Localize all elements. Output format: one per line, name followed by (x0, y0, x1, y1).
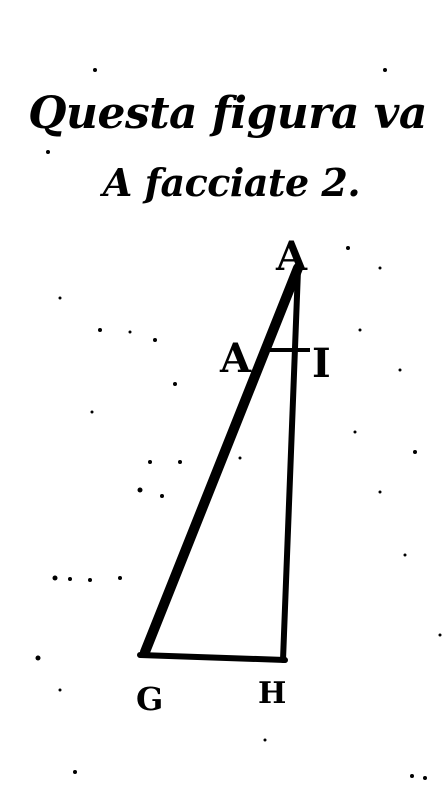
base-line (140, 655, 285, 660)
label-middle-left: A (220, 335, 252, 382)
label-bottom-left: G (136, 680, 164, 718)
label-middle-right: I (312, 340, 331, 387)
label-apex: A (276, 233, 308, 280)
label-bottom-right: H (258, 676, 287, 711)
caption-line-1: Questa figura va (28, 88, 427, 139)
hypotenuse-line (145, 268, 298, 652)
vertical-side-line (283, 270, 298, 660)
caption-line-2: A facciate 2. (102, 160, 361, 205)
